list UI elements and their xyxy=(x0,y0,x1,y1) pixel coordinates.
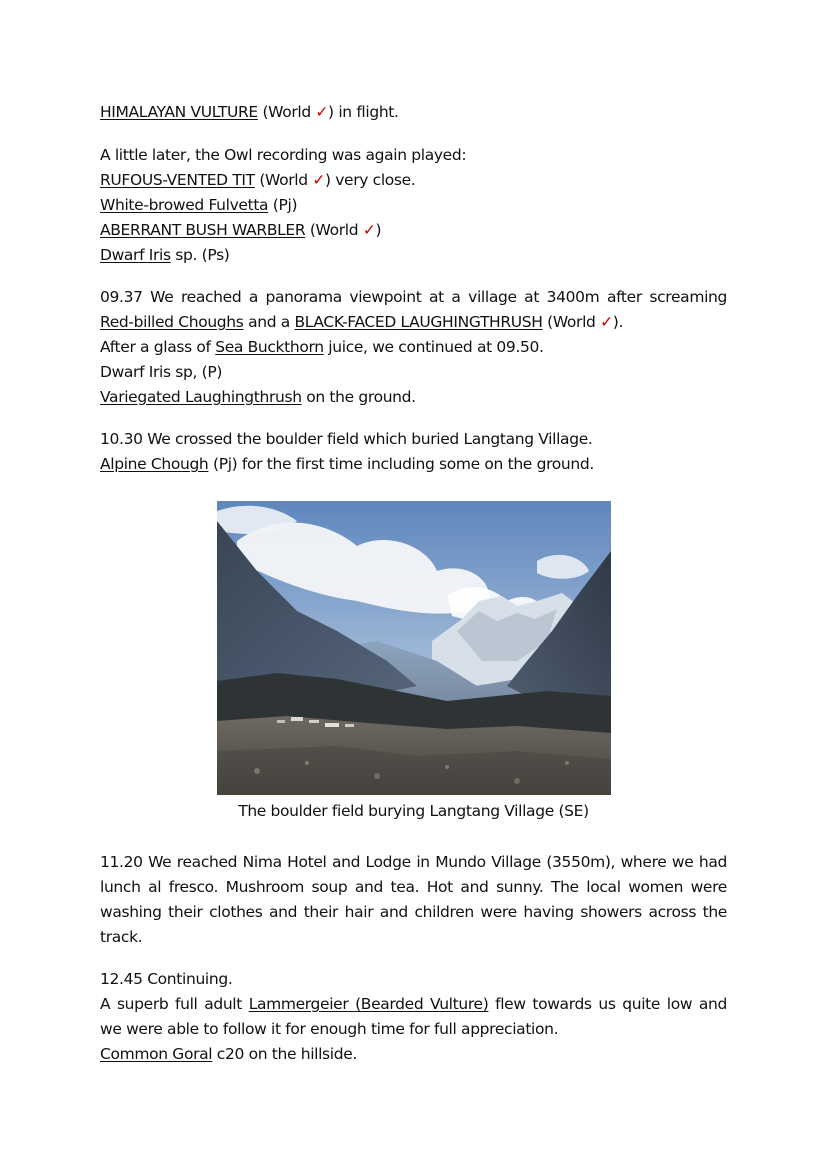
narrative-line: 10.30 We crossed the boulder field which buried Langtang Village. xyxy=(100,430,593,448)
world-tick-icon: ✓ xyxy=(312,171,325,189)
species-name: Lammergeier (Bearded Vulture) xyxy=(248,995,489,1013)
species-name: BLACK-FACED LAUGHINGTHRUSH xyxy=(294,313,543,331)
sighting-line: Dwarf Iris sp, (P) xyxy=(100,363,223,381)
species-name: Variegated Laughingthrush xyxy=(100,388,302,406)
narrative-line: 11.20 We reached Nima Hotel and Lodge in Mundo Village (3550m), where we had xyxy=(100,853,727,871)
world-tick-icon: ✓ xyxy=(362,221,376,239)
sighting-line: RUFOUS-VENTED TIT (World ✓) very close. xyxy=(100,171,416,189)
plant-name: Sea Buckthorn xyxy=(215,338,324,356)
sighting-line: ABERRANT BUSH WARBLER (World ✓) xyxy=(100,221,382,239)
narrative-line: 09.37 We reached a panorama viewpoint at a village at 3400m after screaming xyxy=(100,288,727,306)
sighting-line: Variegated Laughingthrush on the ground. xyxy=(100,388,416,406)
sighting-line: Alpine Chough (Pj) for the first time including some on the ground. xyxy=(100,455,594,473)
species-name: ABERRANT BUSH WARBLER xyxy=(100,221,306,239)
sighting-line: Dwarf Iris sp. (Ps) xyxy=(100,246,230,264)
photo-caption: The boulder field burying Langtang Village (SE) xyxy=(238,802,589,820)
narrative-line: 12.45 Continuing. xyxy=(100,970,233,988)
narrative-line: lunch al fresco. Mushroom soup and tea. Hot and sunny. The local women were xyxy=(100,878,727,896)
sighting-line: A superb full adult Lammergeier (Bearded Vulture) flew towards us quite low and xyxy=(100,995,727,1013)
world-tick-icon: ✓ xyxy=(315,103,329,121)
narrative-line: After a glass of Sea Buckthorn juice, we continued at 09.50. xyxy=(100,338,544,356)
species-name: Red-billed Choughs xyxy=(100,313,244,331)
species-name: HIMALAYAN VULTURE xyxy=(100,103,258,121)
narrative-line: washing their clothes and their hair and children were having showers across the xyxy=(100,903,727,921)
world-tick-icon: ✓ xyxy=(600,313,613,331)
narrative-line: A little later, the Owl recording was again played: xyxy=(100,146,467,164)
narrative-line: track. xyxy=(100,928,143,946)
valley-photo xyxy=(217,501,611,795)
narrative-line: we were able to follow it for enough time for full appreciation. xyxy=(100,1020,559,1038)
species-name: White-browed Fulvetta xyxy=(100,196,269,214)
sighting-line: White-browed Fulvetta (Pj) xyxy=(100,196,298,214)
species-name: RUFOUS-VENTED TIT xyxy=(100,171,255,189)
species-name: Dwarf Iris xyxy=(100,246,171,264)
species-name: Alpine Chough xyxy=(100,455,209,473)
sighting-line: Common Goral c20 on the hillside. xyxy=(100,1045,357,1063)
sighting-line: HIMALAYAN VULTURE (World ✓) in flight. xyxy=(100,103,399,121)
species-name: Common Goral xyxy=(100,1045,213,1063)
sighting-line: Red-billed Choughs and a BLACK-FACED LAUGHINGTHRUSH (World ✓). xyxy=(100,313,624,331)
